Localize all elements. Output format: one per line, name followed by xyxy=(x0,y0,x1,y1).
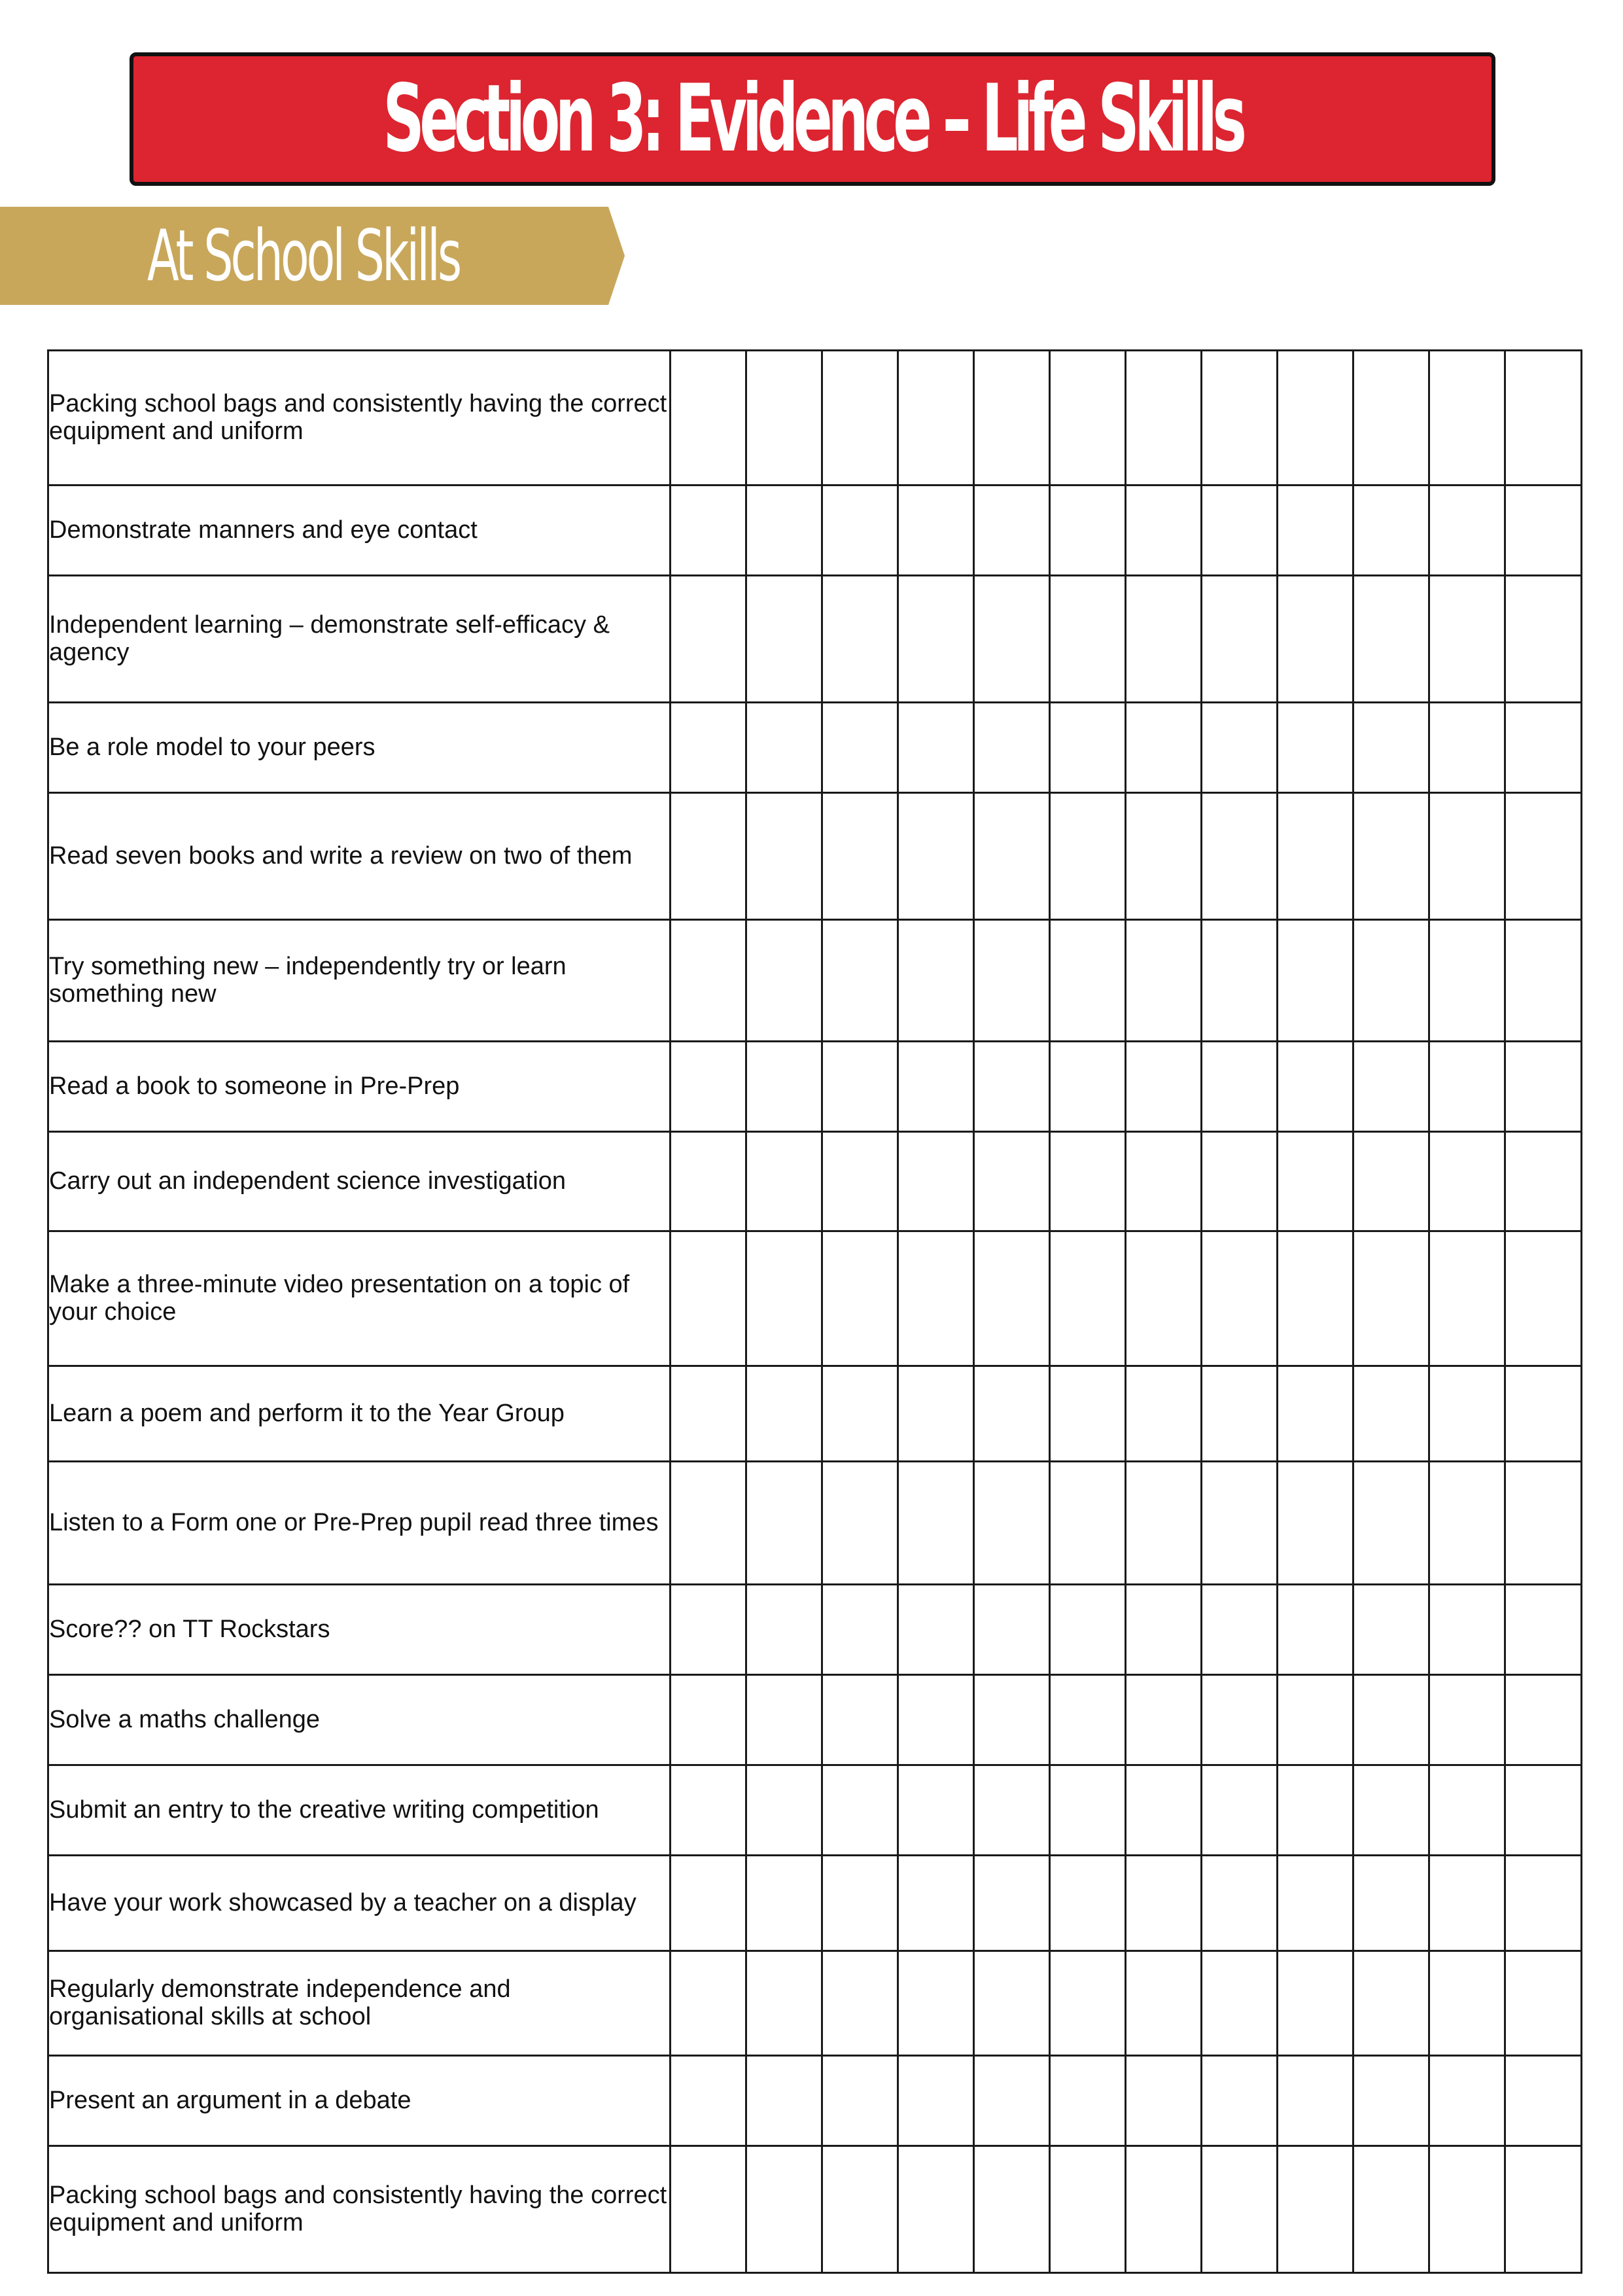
table-row xyxy=(48,1366,1582,1462)
tick-box[interactable] xyxy=(898,2056,974,2146)
skill-label: Independent learning – demonstrate self-efficacy & agency xyxy=(48,576,671,703)
tick-box[interactable] xyxy=(746,1856,822,1951)
tick-box[interactable] xyxy=(1505,1675,1582,1765)
tick-box[interactable] xyxy=(1353,576,1429,703)
tick-box[interactable] xyxy=(1505,703,1582,793)
tick-box[interactable] xyxy=(671,1675,746,1765)
tick-box[interactable] xyxy=(822,486,898,576)
tick-box[interactable] xyxy=(1505,576,1582,703)
tick-box[interactable] xyxy=(1429,1366,1505,1462)
tick-box[interactable] xyxy=(1278,1462,1353,1585)
tick-box[interactable] xyxy=(822,1462,898,1585)
tick-box[interactable] xyxy=(974,1231,1050,1366)
tick-box[interactable] xyxy=(1429,576,1505,703)
tick-box[interactable] xyxy=(1353,1231,1429,1366)
skills-checklist-table xyxy=(47,349,1582,2274)
subsection-tab xyxy=(0,207,625,305)
tick-box[interactable] xyxy=(1429,2056,1505,2146)
tick-box[interactable] xyxy=(1202,1462,1278,1585)
skill-label: Packing school bags and consistently having the correct equipment and uniform xyxy=(48,2146,671,2273)
tick-box[interactable] xyxy=(898,1042,974,1132)
tick-box[interactable] xyxy=(974,1042,1050,1132)
tick-box[interactable] xyxy=(1505,1042,1582,1132)
section-title: Section 3: Evidence – Life Skills xyxy=(383,65,1242,173)
table-row xyxy=(48,1765,1582,1856)
tick-box[interactable] xyxy=(1505,1765,1582,1856)
skill-label: Make a three-minute video presentation on a topic of your choice xyxy=(48,1231,671,1366)
tick-box[interactable] xyxy=(1126,2146,1202,2273)
tick-box[interactable] xyxy=(671,576,746,703)
tick-box[interactable] xyxy=(1126,1951,1202,2056)
tick-box[interactable] xyxy=(1126,793,1202,920)
tick-box[interactable] xyxy=(822,1132,898,1231)
tick-box[interactable] xyxy=(1126,1585,1202,1675)
tick-box[interactable] xyxy=(974,1585,1050,1675)
tick-box[interactable] xyxy=(1505,2056,1582,2146)
tick-box[interactable] xyxy=(1126,1462,1202,1585)
tick-box[interactable] xyxy=(1505,1366,1582,1462)
table-row xyxy=(48,1132,1582,1231)
tick-box[interactable] xyxy=(1126,1042,1202,1132)
tick-box[interactable] xyxy=(1353,351,1429,486)
tick-box[interactable] xyxy=(671,1462,746,1585)
tick-box[interactable] xyxy=(974,1765,1050,1856)
tick-box[interactable] xyxy=(974,1675,1050,1765)
tick-box[interactable] xyxy=(1429,793,1505,920)
skill-label: Listen to a Form one or Pre-Prep pupil read three times xyxy=(48,1462,671,1585)
tick-box[interactable] xyxy=(1050,1765,1126,1856)
tick-box[interactable] xyxy=(1278,1585,1353,1675)
tick-box[interactable] xyxy=(1429,1765,1505,1856)
tick-box[interactable] xyxy=(1278,2146,1353,2273)
tick-box[interactable] xyxy=(898,576,974,703)
skill-label: Try something new – independently try or learn something new xyxy=(48,920,671,1042)
table-row xyxy=(48,1231,1582,1366)
tick-box[interactable] xyxy=(898,351,974,486)
tick-box[interactable] xyxy=(898,486,974,576)
table-row xyxy=(48,2056,1582,2146)
tick-box[interactable] xyxy=(1353,2056,1429,2146)
tick-box[interactable] xyxy=(1353,920,1429,1042)
tick-box[interactable] xyxy=(746,1132,822,1231)
tick-box[interactable] xyxy=(1050,920,1126,1042)
tick-box[interactable] xyxy=(1202,351,1278,486)
table-row xyxy=(48,1951,1582,2056)
tick-box[interactable] xyxy=(1505,1585,1582,1675)
tick-box[interactable] xyxy=(1050,1951,1126,2056)
tick-box[interactable] xyxy=(1278,1856,1353,1951)
tick-box[interactable] xyxy=(1126,1132,1202,1231)
tick-box[interactable] xyxy=(1202,1765,1278,1856)
tick-box[interactable] xyxy=(1126,920,1202,1042)
tick-box[interactable] xyxy=(974,2056,1050,2146)
tick-box[interactable] xyxy=(671,1856,746,1951)
tick-box[interactable] xyxy=(898,1132,974,1231)
tick-box[interactable] xyxy=(822,2056,898,2146)
tick-box[interactable] xyxy=(974,1366,1050,1462)
tick-box[interactable] xyxy=(1353,1366,1429,1462)
tick-box[interactable] xyxy=(746,920,822,1042)
skill-label: Regularly demonstrate independence and organisational skills at school xyxy=(48,1951,671,2056)
tick-box[interactable] xyxy=(822,1366,898,1462)
skill-label: Submit an entry to the creative writing competition xyxy=(48,1765,671,1856)
table-row xyxy=(48,703,1582,793)
tick-box[interactable] xyxy=(671,793,746,920)
tick-box[interactable] xyxy=(822,793,898,920)
tick-box[interactable] xyxy=(974,351,1050,486)
tick-box[interactable] xyxy=(746,1042,822,1132)
tick-box[interactable] xyxy=(671,1951,746,2056)
tick-box[interactable] xyxy=(746,1765,822,1856)
tick-box[interactable] xyxy=(1353,1675,1429,1765)
tick-box[interactable] xyxy=(1050,486,1126,576)
tick-box[interactable] xyxy=(1278,351,1353,486)
tick-box[interactable] xyxy=(1353,1951,1429,2056)
tick-box[interactable] xyxy=(898,920,974,1042)
tick-box[interactable] xyxy=(1278,2056,1353,2146)
tick-box[interactable] xyxy=(671,2146,746,2273)
tick-box[interactable] xyxy=(1278,576,1353,703)
tick-box[interactable] xyxy=(1278,486,1353,576)
section-title-banner xyxy=(130,52,1495,186)
tick-box[interactable] xyxy=(822,351,898,486)
tick-box[interactable] xyxy=(1505,920,1582,1042)
tick-box[interactable] xyxy=(898,703,974,793)
tick-box[interactable] xyxy=(1278,1951,1353,2056)
tick-box[interactable] xyxy=(1505,1462,1582,1585)
tick-box[interactable] xyxy=(1278,793,1353,920)
tick-box[interactable] xyxy=(1429,1042,1505,1132)
tick-box[interactable] xyxy=(822,1856,898,1951)
table-row xyxy=(48,2146,1582,2273)
tick-box[interactable] xyxy=(746,486,822,576)
tick-box[interactable] xyxy=(898,1675,974,1765)
tick-box[interactable] xyxy=(671,486,746,576)
tick-box[interactable] xyxy=(1278,703,1353,793)
table-row xyxy=(48,1856,1582,1951)
tick-box[interactable] xyxy=(671,1042,746,1132)
tick-box[interactable] xyxy=(1429,703,1505,793)
tick-box[interactable] xyxy=(974,1132,1050,1231)
tick-box[interactable] xyxy=(1429,486,1505,576)
tick-box[interactable] xyxy=(1353,703,1429,793)
tick-box[interactable] xyxy=(1278,920,1353,1042)
tick-box[interactable] xyxy=(1505,486,1582,576)
table-row xyxy=(48,793,1582,920)
tick-box[interactable] xyxy=(1202,703,1278,793)
tick-box[interactable] xyxy=(1050,1042,1126,1132)
tick-box[interactable] xyxy=(1050,1675,1126,1765)
tick-box[interactable] xyxy=(1202,2056,1278,2146)
tick-box[interactable] xyxy=(1126,1765,1202,1856)
tick-box[interactable] xyxy=(898,1765,974,1856)
tick-box[interactable] xyxy=(1202,1951,1278,2056)
tick-box[interactable] xyxy=(671,1366,746,1462)
skill-label: Demonstrate manners and eye contact xyxy=(48,486,671,576)
tick-box[interactable] xyxy=(1050,2056,1126,2146)
tick-box[interactable] xyxy=(671,2056,746,2146)
skill-label: Be a role model to your peers xyxy=(48,703,671,793)
tick-box[interactable] xyxy=(1429,1675,1505,1765)
tick-box[interactable] xyxy=(1505,1951,1582,2056)
tick-box[interactable] xyxy=(1353,1765,1429,1856)
tick-box[interactable] xyxy=(1202,1042,1278,1132)
tick-box[interactable] xyxy=(822,2146,898,2273)
tick-box[interactable] xyxy=(1126,1366,1202,1462)
tick-box[interactable] xyxy=(671,1231,746,1366)
tick-box[interactable] xyxy=(974,1856,1050,1951)
tick-box[interactable] xyxy=(1126,703,1202,793)
table-row xyxy=(48,351,1582,486)
tick-box[interactable] xyxy=(746,1366,822,1462)
tick-box[interactable] xyxy=(746,576,822,703)
skill-label: Read a book to someone in Pre-Prep xyxy=(48,1042,671,1132)
tick-box[interactable] xyxy=(822,1042,898,1132)
skill-label: Carry out an independent science investigation xyxy=(48,1132,671,1231)
tick-box[interactable] xyxy=(898,1231,974,1366)
table-row xyxy=(48,1675,1582,1765)
skill-label: Packing school bags and consistently having the correct equipment and uniform xyxy=(48,351,671,486)
tick-box[interactable] xyxy=(1278,1132,1353,1231)
tick-box[interactable] xyxy=(1429,920,1505,1042)
tick-box[interactable] xyxy=(1050,1132,1126,1231)
tick-box[interactable] xyxy=(1050,1231,1126,1366)
tick-box[interactable] xyxy=(1202,2146,1278,2273)
tick-box[interactable] xyxy=(1050,2146,1126,2273)
tick-box[interactable] xyxy=(1353,1585,1429,1675)
tick-box[interactable] xyxy=(898,2146,974,2273)
tick-box[interactable] xyxy=(974,1462,1050,1585)
tick-box[interactable] xyxy=(1126,1675,1202,1765)
tick-box[interactable] xyxy=(1429,1585,1505,1675)
table-row xyxy=(48,576,1582,703)
tick-box[interactable] xyxy=(1126,486,1202,576)
tick-box[interactable] xyxy=(822,1951,898,2056)
tick-box[interactable] xyxy=(1050,1585,1126,1675)
tick-box[interactable] xyxy=(898,1856,974,1951)
tick-box[interactable] xyxy=(1202,793,1278,920)
tick-box[interactable] xyxy=(746,1951,822,2056)
tick-box[interactable] xyxy=(1353,1462,1429,1585)
tick-box[interactable] xyxy=(1126,576,1202,703)
tick-box[interactable] xyxy=(898,1951,974,2056)
tick-box[interactable] xyxy=(1429,2146,1505,2273)
tick-box[interactable] xyxy=(1050,793,1126,920)
tick-box[interactable] xyxy=(974,703,1050,793)
tick-box[interactable] xyxy=(822,920,898,1042)
tick-box[interactable] xyxy=(1050,576,1126,703)
tick-box[interactable] xyxy=(671,351,746,486)
tick-box[interactable] xyxy=(746,2146,822,2273)
tick-box[interactable] xyxy=(1429,1231,1505,1366)
tick-box[interactable] xyxy=(898,1366,974,1462)
tick-box[interactable] xyxy=(1126,2056,1202,2146)
tick-box[interactable] xyxy=(746,1231,822,1366)
table-row xyxy=(48,920,1582,1042)
skill-label: Have your work showcased by a teacher on a display xyxy=(48,1856,671,1951)
tick-box[interactable] xyxy=(1353,1856,1429,1951)
tick-box[interactable] xyxy=(898,1462,974,1585)
tick-box[interactable] xyxy=(1505,1231,1582,1366)
tick-box[interactable] xyxy=(671,1765,746,1856)
tick-box[interactable] xyxy=(1429,1462,1505,1585)
tick-box[interactable] xyxy=(1202,1231,1278,1366)
tick-box[interactable] xyxy=(1505,793,1582,920)
tick-box[interactable] xyxy=(974,2146,1050,2273)
table-row xyxy=(48,486,1582,576)
tick-box[interactable] xyxy=(1353,2146,1429,2273)
tick-box[interactable] xyxy=(1505,1856,1582,1951)
skill-label: Read seven books and write a review on two of them xyxy=(48,793,671,920)
skill-label: Score?? on TT Rockstars xyxy=(48,1585,671,1675)
tick-box[interactable] xyxy=(1353,793,1429,920)
tick-box[interactable] xyxy=(898,1585,974,1675)
table-row xyxy=(48,1585,1582,1675)
tick-box[interactable] xyxy=(1505,2146,1582,2273)
tick-box[interactable] xyxy=(1202,1366,1278,1462)
tick-box[interactable] xyxy=(1202,1856,1278,1951)
tick-box[interactable] xyxy=(1050,1462,1126,1585)
tick-box[interactable] xyxy=(974,920,1050,1042)
tick-box[interactable] xyxy=(746,2056,822,2146)
tick-box[interactable] xyxy=(1353,486,1429,576)
table-row xyxy=(48,1462,1582,1585)
table-row xyxy=(48,1042,1582,1132)
tick-box[interactable] xyxy=(1050,1366,1126,1462)
tick-box[interactable] xyxy=(1202,576,1278,703)
tick-box[interactable] xyxy=(746,703,822,793)
subsection-title: At School Skills xyxy=(147,215,460,297)
tick-box[interactable] xyxy=(822,576,898,703)
tick-box[interactable] xyxy=(822,703,898,793)
tick-box[interactable] xyxy=(671,1585,746,1675)
tick-box[interactable] xyxy=(974,486,1050,576)
tick-box[interactable] xyxy=(1126,1231,1202,1366)
tick-box[interactable] xyxy=(1202,1585,1278,1675)
tick-box[interactable] xyxy=(822,1765,898,1856)
tick-box[interactable] xyxy=(1278,1366,1353,1462)
skill-label: Solve a maths challenge xyxy=(48,1675,671,1765)
tick-box[interactable] xyxy=(974,1951,1050,2056)
tick-box[interactable] xyxy=(1050,703,1126,793)
tick-box[interactable] xyxy=(1353,1132,1429,1231)
tick-box[interactable] xyxy=(1353,1042,1429,1132)
tick-box[interactable] xyxy=(1429,351,1505,486)
tick-box[interactable] xyxy=(898,793,974,920)
skill-label: Learn a poem and perform it to the Year Group xyxy=(48,1366,671,1462)
tick-box[interactable] xyxy=(822,1675,898,1765)
tick-box[interactable] xyxy=(1050,351,1126,486)
tick-box[interactable] xyxy=(671,920,746,1042)
tick-box[interactable] xyxy=(1202,486,1278,576)
tick-box[interactable] xyxy=(1126,351,1202,486)
tick-box[interactable] xyxy=(671,703,746,793)
tick-box[interactable] xyxy=(1278,1231,1353,1366)
tick-box[interactable] xyxy=(746,1462,822,1585)
tick-box[interactable] xyxy=(822,1231,898,1366)
tick-box[interactable] xyxy=(1126,1856,1202,1951)
tick-box[interactable] xyxy=(1429,1132,1505,1231)
tick-box[interactable] xyxy=(1278,1765,1353,1856)
tick-box[interactable] xyxy=(822,1585,898,1675)
skill-label: Present an argument in a debate xyxy=(48,2056,671,2146)
tick-box[interactable] xyxy=(974,793,1050,920)
tick-box[interactable] xyxy=(1202,1132,1278,1231)
tick-box[interactable] xyxy=(746,1675,822,1765)
tick-box[interactable] xyxy=(1429,1951,1505,2056)
tick-box[interactable] xyxy=(746,793,822,920)
tick-box[interactable] xyxy=(1202,920,1278,1042)
tick-box[interactable] xyxy=(1429,1856,1505,1951)
tick-box[interactable] xyxy=(671,1132,746,1231)
tick-box[interactable] xyxy=(746,351,822,486)
tick-box[interactable] xyxy=(974,576,1050,703)
tick-box[interactable] xyxy=(1278,1042,1353,1132)
tick-box[interactable] xyxy=(1050,1856,1126,1951)
tick-box[interactable] xyxy=(1505,351,1582,486)
tick-box[interactable] xyxy=(746,1585,822,1675)
tick-box[interactable] xyxy=(1278,1675,1353,1765)
tick-box[interactable] xyxy=(1505,1132,1582,1231)
tick-box[interactable] xyxy=(1202,1675,1278,1765)
